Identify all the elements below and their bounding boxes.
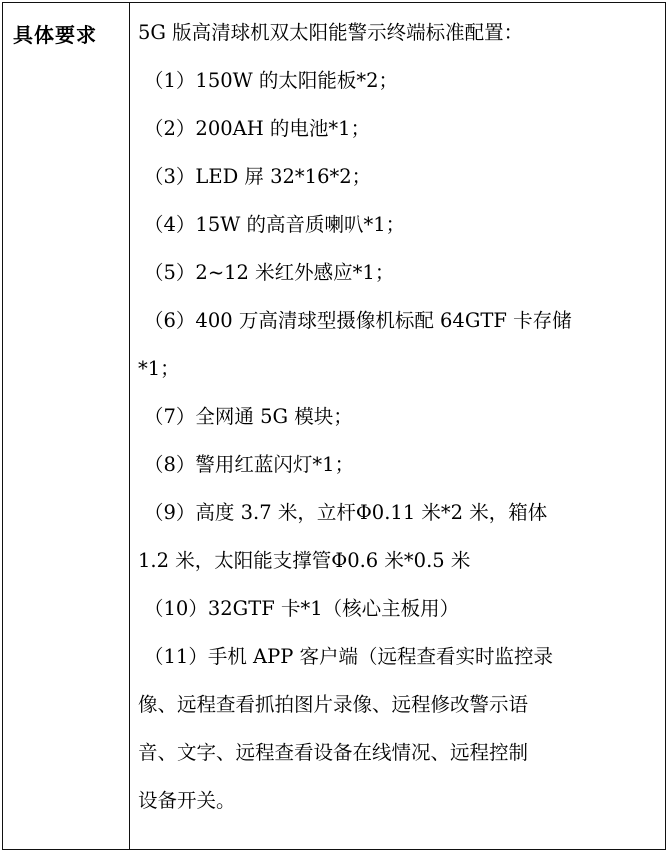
spec-line: 像、远程查看抓拍图片录像、远程修改警示语 [138, 693, 529, 716]
spec-line: （11）手机 APP 客户端（远程查看实时监控录 [144, 645, 554, 668]
spec-line: 设备开关。 [138, 789, 236, 812]
spec-line: （10）32GTF 卡*1（核心主板用） [144, 597, 460, 620]
spec-content [138, 3, 661, 825]
spec-line: （9）高度 3.7 米，立杆Φ0.11 米*2 米，箱体 [144, 501, 548, 524]
spec-line: （1）150W 的太阳能板*2； [144, 69, 399, 92]
spec-line: 1.2 米，太阳能支撑管Φ0.6 米*0.5 米 [138, 549, 471, 572]
spec-line: （6）400 万高清球型摄像机标配 64GTF 卡存储 [144, 309, 572, 332]
spec-table [2, 2, 666, 850]
spec-line: （7）全网通 5G 模块； [144, 405, 353, 428]
spec-line: （5）2~12 米红外感应*1； [144, 261, 395, 284]
spec-line: （2）200AH 的电池*1； [144, 117, 371, 140]
spec-heading: 5G 版高清球机双太阳能警示终端标准配置： [138, 21, 524, 44]
spec-line: 音、文字、远程查看设备在线情况、远程控制 [138, 741, 529, 764]
table-row [3, 3, 666, 850]
spec-line: （3）LED 屏 32*16*2； [144, 165, 372, 188]
label-cell [3, 3, 130, 850]
content-cell [130, 3, 666, 850]
requirement-label: 具体要求 [13, 23, 97, 47]
spec-line: *1； [138, 357, 180, 380]
spec-line: （8）警用红蓝闪灯*1； [144, 453, 355, 476]
spec-line: （4）15W 的高音质喇叭*1； [144, 213, 406, 236]
